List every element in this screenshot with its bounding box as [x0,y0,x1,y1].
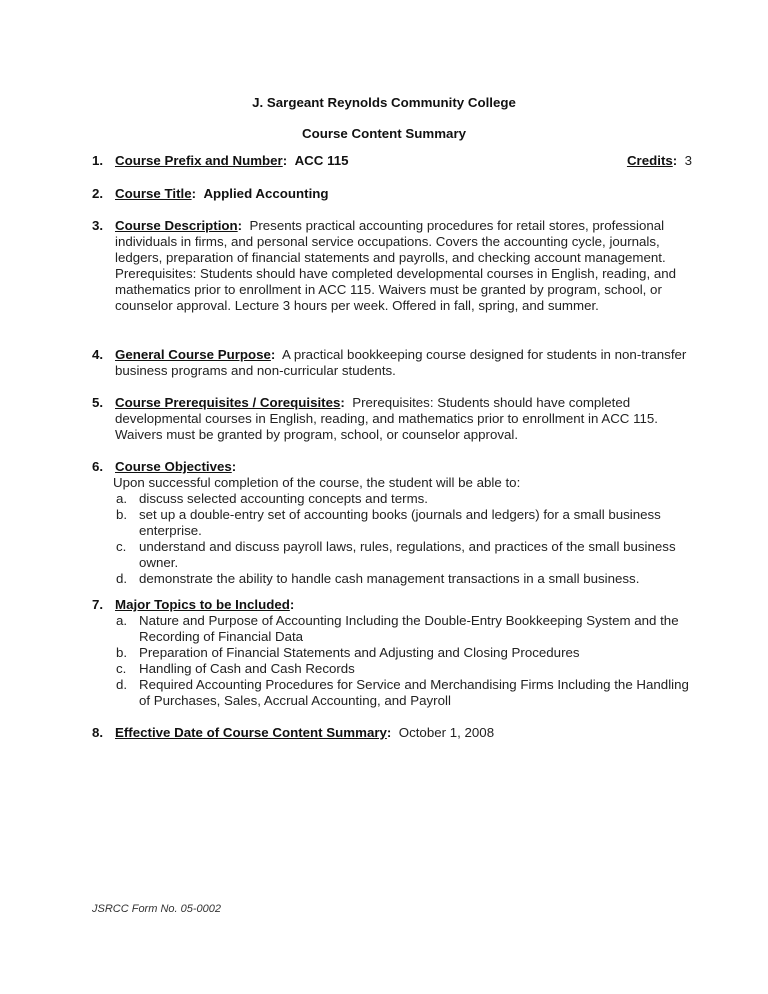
objective-item: c. understand and discuss payroll laws, rules, regulations, and practices of the small business owner. [116,539,676,570]
section-major-topics: 7. Major Topics to be Included: a. Nature and Purpose of Accounting Including the Double-Entry Bookkeeping System and the Recording of Financial Data b. Preparation of Financial Statements and Adjusting and Closing Procedures c. Handling of Cash and Cash Records d. Required Accounting Procedures for Service and Merchandising Firms Including the Handling of Purchases, Sales, Accrual Accounting, and Payroll [92,597,692,709]
section-label: Course Objectives [115,459,232,474]
topic-item: a. Nature and Purpose of Accounting Including the Double-Entry Bookkeeping System and the Recording of Financial Data [116,613,679,644]
objective-item: a. discuss selected accounting concepts and terms. [116,491,428,506]
objective-item: d. demonstrate the ability to handle cash management transactions in a small business. [116,571,640,586]
section-number: 5. [92,395,104,410]
topic-item: d. Required Accounting Procedures for Service and Merchandising Firms Including the Handling of Purchases, Sales, Accrual Accounting, and Payroll [116,677,689,708]
section-number: 7. [92,597,104,612]
credits-value: 3 [684,153,692,168]
topic-item: b. Preparation of Financial Statements and Adjusting and Closing Procedures [116,645,580,660]
section-course-title: 2. Course Title: Applied Accounting [92,186,329,201]
section-label: Course Prerequisites / Corequisites [115,395,341,410]
topic-item: c. Handling of Cash and Cash Records [116,661,355,676]
section-label: Course Prefix and Number [115,153,283,168]
section-number: 3. [92,218,104,233]
form-number: JSRCC Form No. 05-0002 [92,903,221,915]
credits: Credits: 3 [626,153,692,168]
section-number: 2. [92,186,104,201]
course-description-text: Presents practical accounting procedures for retail stores, professional individuals in firms, and personal service occupations. Covers the accounting cycle, journals, ledgers, preparation of financial statements and payrolls, and checking account management. Prerequisites: Students should have completed developmental courses in English, reading, and mathematics prior to enrollment in ACC 115. Waivers must be granted by program, school, or counselor approval. Lecture 3 hours per week. Offered in fall, spring, and summer. [115,218,677,313]
section-number: 1. [92,153,104,168]
section-prerequisites: 5. Course Prerequisites / Corequisites: Prerequisites: Students should have completed developmental courses in English, reading, and mathematics prior to enrollment in ACC 115. Waivers must be granted by program, school, or counselor approval. [92,395,658,442]
section-label: Course Description [115,218,238,233]
effective-date-value: October 1, 2008 [398,725,495,740]
section-label: Course Title [115,186,192,201]
objective-item: b. set up a double-entry set of accounting books (journals and ledgers) for a small business enterprise. [116,507,661,538]
institution-name: J. Sargeant Reynolds Community College [252,95,516,110]
course-title-value: Applied Accounting [203,186,329,201]
section-number: 8. [92,725,104,740]
general-purpose-text: A practical bookkeeping course designed for students in non-transfer business programs and non-curricular students. [115,347,687,378]
prerequisites-text: Prerequisites: Students should have completed developmental courses in English, reading, and mathematics prior to enrollment in ACC 115. Waivers must be granted by program, school, or counselor approval. [115,395,658,442]
section-label: Major Topics to be Included [115,597,290,612]
section-effective-date: 8. Effective Date of Course Content Summary: October 1, 2008 [92,725,495,740]
section-course-prefix: 1. Course Prefix and Number: ACC 115 Credits: 3 [92,153,692,168]
section-number: 6. [92,459,104,474]
section-label: Effective Date of Course Content Summary [115,725,387,740]
objectives-intro: Upon successful completion of the course, the student will be able to: [113,475,521,490]
document-title: Course Content Summary [301,126,467,141]
section-number: 4. [92,347,104,362]
section-course-objectives: 6. Course Objectives: Upon successful completion of the course, the student will be able to: a. discuss selected accounting concepts and terms. b. set up a double-entry set of accounting books (journals and ledgers) for a small business enterprise. c. understand and discuss payroll laws, rules, regulations, and practices of the small business owner. d. demonstrate the ability to handle cash management transactions in a small business. [92,459,692,587]
section-course-description: 3. Course Description: Presents practical accounting procedures for retail stores, professional individuals in firms, and personal service occupations. Covers the accounting cycle, journals, ledgers, preparation of financial statements and payrolls, and checking account management. Prerequisites: Students should have completed developmental courses in English, reading, and mathematics prior to enrollment in ACC 115. Waivers must be granted by program, school, or counselor approval. Lecture 3 hours per week. Offered in fall, spring, and summer. [92,218,677,313]
credits-label: Credits [626,153,673,168]
course-prefix-value: ACC 115 [294,153,349,168]
section-general-purpose: 4. General Course Purpose: A practical bookkeeping course designed for students in non-transfer business programs and non-curricular students. [92,347,687,378]
section-label: General Course Purpose [115,347,271,362]
